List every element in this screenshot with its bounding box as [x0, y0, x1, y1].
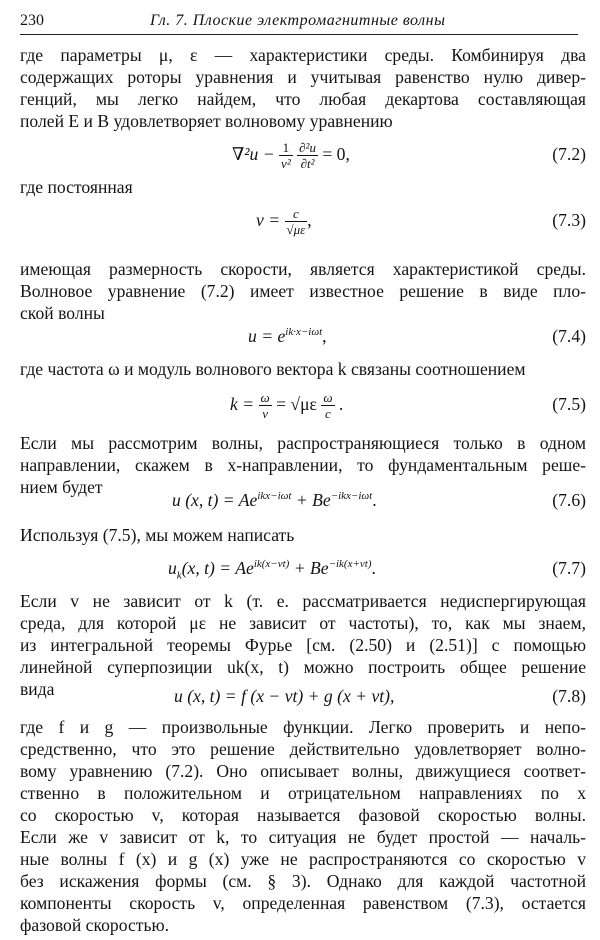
equation-number: (7.2) [552, 144, 586, 164]
paragraph-general-solution [20, 716, 586, 936]
equation-7-2 [20, 134, 586, 174]
exponent: ik·x−iωt [285, 326, 323, 339]
equation-number: (7.5) [552, 394, 586, 414]
equation-number: (7.7) [552, 558, 586, 578]
text-line: со скоростью v, которая называется фазовой скоростью волны. [20, 805, 586, 825]
text-line: средственно, что это решение действительно удовлетворяет волно- [20, 739, 586, 759]
text-line: где постоянная [20, 177, 133, 197]
equation-number: (7.6) [552, 490, 586, 510]
equation-7-4: $u = e^{ik\cdot x-i\omega t}$, (7.4) [20, 316, 586, 356]
text-line: генций, мы легко найдем, что любая декартова составляющая [20, 89, 586, 109]
text-line: из интегральной теоремы Фурье [см. (2.50) и (2.51)] с помощью [20, 635, 586, 655]
text-line: Если же v зависит от k, то ситуация не будет простой — началь- [20, 827, 586, 847]
paragraph-intro [20, 44, 586, 132]
text-line: вида [20, 679, 55, 699]
running-title: Гл. 7. Плоские электромагнитные волны [150, 12, 446, 29]
text-line: где f и g — произвольные функции. Легко проверить и непо- [20, 717, 586, 737]
equation-7-7: $u_k(x$, $t) = Ae^{ik(x-vt)} + Be^{-ik(x+vt)}$. (7.7) [20, 548, 586, 588]
text-line: Если мы рассмотрим волны, распространяющиеся только в одном [20, 433, 586, 453]
text-line: линейной суперпозиции uk(x, t) можно построить общее решение [20, 657, 586, 677]
text-line: Если v не зависит от k (т. е. рассматривается недиспергирующая [20, 591, 586, 611]
text-line: фазовой скоростью. [20, 915, 170, 935]
page-number: 230 [20, 12, 44, 29]
equation-number: (7.8) [552, 686, 586, 706]
equation-7-3: v = $\frac{c}{√\mu\varepsilon}$ , (7.3) [20, 200, 586, 240]
text-line: где параметры μ, ε — характеристики среды. Комбинируя два [20, 45, 586, 65]
text-line: вому уравнению (7.2). Оно описывает волны, движущиеся соответ- [20, 761, 586, 781]
text-line: среда, для которой με не зависит от частоты), то, как мы знаем, [20, 613, 586, 633]
paragraph-velocity [20, 258, 586, 324]
eq-lhs: ∇²u − [232, 144, 275, 164]
fraction: $\frac{\omega}{v}$ [260, 390, 270, 422]
text-line: полей E и B удовлетворяет волновому уравнению [20, 111, 393, 131]
paragraph-using [20, 524, 586, 546]
text-line: где частота ω и модуль волнового вектора k связаны соотношением [20, 359, 526, 379]
fraction: $\frac{\text{∂²u}}{\text{∂t²}}$ [299, 140, 316, 172]
text-line: Волновое уравнение (7.2) имеет известное решение в виде пло- [20, 281, 586, 301]
running-header [20, 10, 578, 35]
text-line: ственно в положительном и отрицательном направлениях по x [20, 783, 586, 803]
eq-lhs: v = [256, 210, 281, 230]
text-line: нием будет [20, 477, 103, 497]
equation-number: (7.3) [552, 210, 586, 230]
equation-number: (7.4) [552, 326, 586, 346]
equation-7-5: k = $\frac{\omega}{v}$ = √με $\frac{\omega}{c}$ . (7.5) [20, 384, 586, 424]
text-line: без искажения формы (см. § 3). Однако для каждой частотной [20, 871, 586, 891]
text-line: содержащих роторы уравнения и учитывая равенство нулю дивер- [20, 67, 586, 87]
fraction: $\frac{\omega}{c}$ [323, 390, 333, 422]
text-line: компоненты скорость v, определенная равенством (7.3), остается [20, 893, 586, 913]
equation-7-6: u (x, $t) = Ae^{ikx-i\omega t} + Be^{-ikx-i\omega t}$. (7.6) [20, 480, 586, 520]
text-line: ской волны [20, 303, 105, 323]
text-line: Используя (7.5), мы можем написать [20, 525, 295, 545]
text-line: имеющая размерность скорости, является характеристикой среды. [20, 259, 586, 279]
text-line: направлении, скажем в x-направлении, то фундаментальным реше- [20, 455, 586, 475]
paragraph-dispersion [20, 358, 586, 380]
paragraph-constant [20, 176, 586, 198]
eq-rhs: = 0, [322, 144, 350, 164]
fraction: $\frac{c}{√\mu\varepsilon}$ [286, 206, 306, 238]
fraction: $\frac{1}{\text{v²}}$ [281, 140, 291, 172]
equation-7-8: u (x, t) = f (x − vt) + g (x + vt), (7.8) [20, 676, 586, 716]
text-line: ные волны f (x) и g (x) уже не распространяются со скоростью v [20, 849, 586, 869]
